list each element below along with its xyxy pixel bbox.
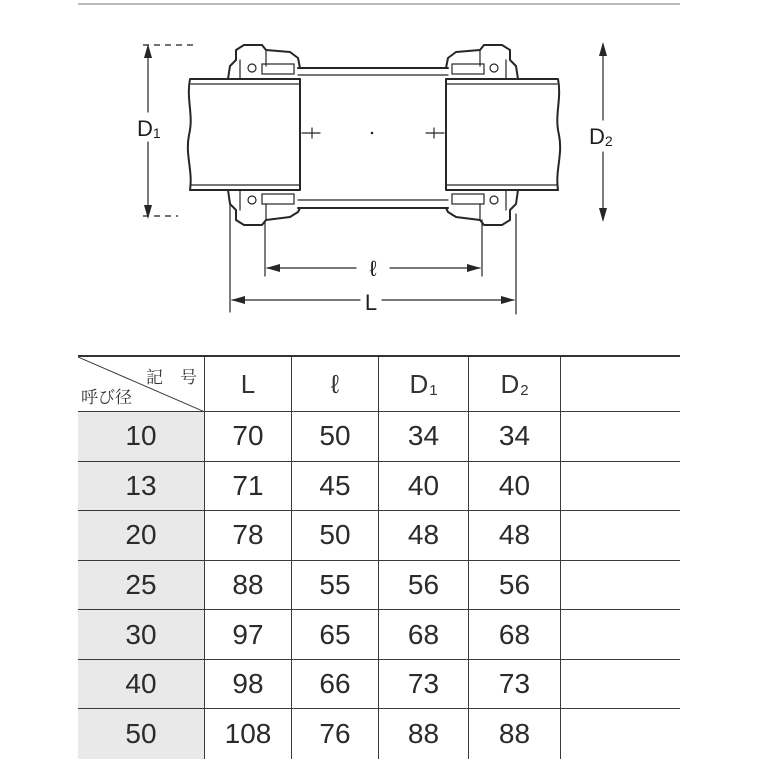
left-nut-bottom — [228, 190, 300, 225]
blank-cell — [561, 412, 680, 462]
right-oring-bottom — [490, 196, 498, 204]
center-dot — [371, 132, 374, 135]
D2-cell: 88 — [469, 709, 561, 759]
nominal-size-cell: 20 — [78, 511, 205, 561]
ell-cell: 45 — [292, 462, 379, 512]
L-arrow-right — [501, 296, 515, 304]
right-oring-top — [490, 64, 498, 72]
d1-dimension — [137, 44, 195, 219]
column-header-D2-main: D — [500, 368, 520, 399]
right-ring-top — [452, 64, 484, 74]
L-cell: 98 — [205, 660, 292, 710]
L-cell: 108 — [205, 709, 292, 759]
nominal-size-cell: 30 — [78, 610, 205, 660]
blank-cell — [561, 709, 680, 759]
d2-dimension — [589, 42, 613, 222]
nominal-size-cell: 50 — [78, 709, 205, 759]
left-ring-top — [262, 64, 294, 74]
L-cell: 88 — [205, 561, 292, 611]
right-pipe-outline — [446, 79, 560, 190]
L-label: L — [364, 290, 378, 315]
d2-arrow-top — [599, 42, 607, 56]
column-header-D2-sub: 2 — [520, 381, 529, 399]
left-oring-bottom — [248, 196, 256, 204]
nominal-size-cell: 13 — [78, 462, 205, 512]
blank-cell — [561, 462, 680, 512]
D1-cell: 56 — [379, 561, 469, 611]
L-cell: 97 — [205, 610, 292, 660]
blank-cell — [561, 660, 680, 710]
d2-arrow-bottom — [599, 208, 607, 222]
L-cell: 71 — [205, 462, 292, 512]
d1-arrow-bottom — [144, 205, 152, 219]
column-header-D1-sub: 1 — [429, 381, 438, 399]
left-pipe — [188, 79, 300, 190]
corner-header-cell — [78, 357, 205, 412]
right-ring-bottom — [452, 194, 484, 204]
right-pin — [426, 128, 444, 138]
coupling-drawing — [0, 0, 759, 340]
symbol-header-label: 記 号 — [146, 368, 197, 388]
nominal-size-header-label: 呼び径 — [81, 388, 132, 408]
D1-cell: 68 — [379, 610, 469, 660]
D1-cell: 48 — [379, 511, 469, 561]
d1-arrow-top — [144, 44, 152, 58]
column-header-blank — [561, 357, 680, 412]
D2-cell: 48 — [469, 511, 561, 561]
D2-cell: 68 — [469, 610, 561, 660]
D1-cell: 88 — [379, 709, 469, 759]
nominal-size-cell: 25 — [78, 561, 205, 611]
D1-cell: 40 — [379, 462, 469, 512]
ell-cell: 66 — [292, 660, 379, 710]
coupling-body — [298, 68, 448, 208]
right-pipe — [446, 79, 560, 190]
d1-label: D1 — [137, 116, 161, 141]
column-header-D1-main: D — [409, 368, 429, 399]
left-nut — [228, 45, 300, 225]
blank-cell — [561, 610, 680, 660]
column-header-L-text: L — [240, 368, 256, 399]
center-axis — [302, 128, 444, 138]
D2-cell: 73 — [469, 660, 561, 710]
D1-cell: 73 — [379, 660, 469, 710]
column-header-D1 — [379, 357, 469, 412]
column-header-ell-text: ℓ — [330, 368, 340, 399]
blank-cell — [561, 511, 680, 561]
L-cell: 78 — [205, 511, 292, 561]
nominal-size-cell: 40 — [78, 660, 205, 710]
nominal-size-cell: 10 — [78, 412, 205, 462]
ell-cell: 50 — [292, 511, 379, 561]
D2-cell: 40 — [469, 462, 561, 512]
D1-cell: 34 — [379, 412, 469, 462]
left-pipe-outline — [188, 79, 300, 190]
left-ring-bottom — [262, 194, 294, 204]
left-oring-top — [248, 64, 256, 72]
D2-cell: 56 — [469, 561, 561, 611]
left-pin — [302, 128, 320, 138]
L-cell: 70 — [205, 412, 292, 462]
blank-cell — [561, 561, 680, 611]
ell-arrow-left — [266, 264, 280, 272]
column-header-L — [205, 357, 292, 412]
column-header-D2 — [469, 357, 561, 412]
column-header-ell — [292, 357, 379, 412]
L-arrow-left — [231, 296, 245, 304]
ell-cell: 76 — [292, 709, 379, 759]
ell-arrow-right — [467, 264, 481, 272]
ell-label: ℓ — [369, 256, 377, 281]
ell-cell: 50 — [292, 412, 379, 462]
d2-label: D2 — [589, 124, 613, 149]
ell-dimension — [265, 220, 482, 281]
D2-cell: 34 — [469, 412, 561, 462]
dimension-table — [78, 355, 680, 759]
right-nut — [446, 45, 518, 225]
ell-cell: 55 — [292, 561, 379, 611]
ell-cell: 65 — [292, 610, 379, 660]
